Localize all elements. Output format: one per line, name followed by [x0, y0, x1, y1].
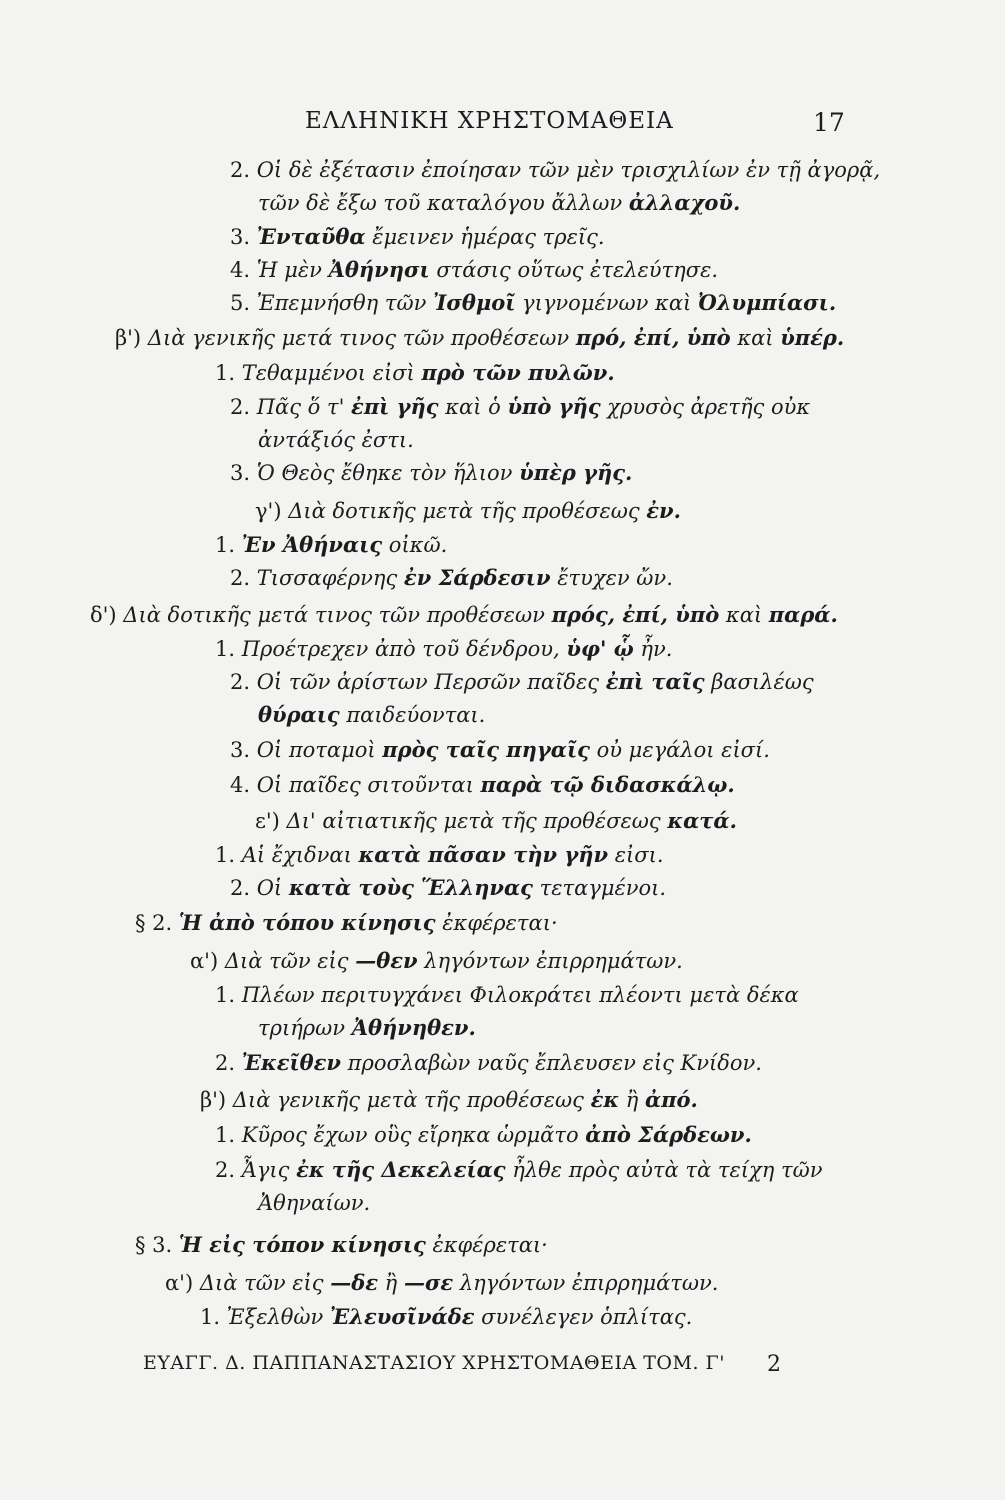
- line-label: 2.: [230, 670, 257, 694]
- line-text: Δι' αἰτιατικῆς μετὰ τῆς προθέσεως: [286, 809, 668, 833]
- emphasized-word: Ἐλευσῖνάδε: [330, 1304, 475, 1329]
- emphasized-word: πρὸς ταῖς πηγαῖς: [382, 737, 590, 762]
- line-label: ε'): [255, 809, 287, 833]
- text-line: [230, 288, 836, 318]
- text-line: [215, 634, 672, 664]
- text-line: [258, 1013, 476, 1043]
- emphasized-word: παρὰ τῷ διδασκάλῳ.: [480, 772, 735, 797]
- emphasized-word: ἐπὶ ταῖς: [605, 669, 705, 694]
- line-text: ἦλθε πρὸς αὐτὰ τὰ τείχη τῶν: [505, 1158, 823, 1182]
- line-text: Οἱ ποταμοὶ: [256, 738, 383, 762]
- line-label: 2.: [215, 1051, 242, 1075]
- text-line: [90, 600, 838, 630]
- text-line: [135, 908, 558, 938]
- emphasized-word: κατὰ πᾶσαν τὴν γῆν: [358, 842, 609, 867]
- emphasized-word: κατὰ τοὺς Ἕλληνας: [288, 875, 533, 900]
- line-text: Αἱ ἔχιδναι: [241, 843, 359, 867]
- line-text: καὶ ὁ: [438, 395, 508, 419]
- text-line: [258, 188, 740, 218]
- line-text: γιγνομένων καὶ: [515, 291, 698, 315]
- text-line: [230, 155, 880, 185]
- text-line: [230, 255, 718, 285]
- text-line: [190, 946, 683, 976]
- text-line: [230, 735, 770, 765]
- line-text: Οἱ δὲ ἐξέτασιν ἐποίησαν τῶν μὲν τρισχιλίων ἐν τῇ ἀγορᾷ,: [256, 158, 881, 182]
- line-label: 3.: [230, 225, 257, 249]
- emphasized-word: Ἰσθμοῖ: [433, 290, 516, 315]
- line-text: προσλαβὼν ναῦς ἔπλευσεν εἰς Κνίδον.: [341, 1051, 762, 1075]
- text-line: [255, 806, 737, 836]
- line-text: τεταγμένοι.: [532, 876, 667, 900]
- line-text: παιδεύονται.: [339, 703, 486, 727]
- line-text: καὶ: [719, 603, 769, 627]
- line-text: Πᾶς ὅ τ': [256, 395, 352, 419]
- line-text: Οἱ: [256, 876, 289, 900]
- text-line: [215, 358, 615, 388]
- line-text: Διὰ γενικῆς μετὰ τῆς προθέσεως: [232, 1088, 591, 1112]
- line-text: βασιλέως: [704, 670, 814, 694]
- line-text: στάσις οὕτως ἐτελεύτησε.: [429, 258, 719, 282]
- text-line: [215, 980, 799, 1010]
- line-label: 2.: [215, 1158, 242, 1182]
- line-label: 2.: [230, 395, 257, 419]
- text-line: [215, 530, 447, 560]
- emphasized-word: πρό, ἐπί, ὑπὸ: [575, 325, 731, 350]
- text-line: [215, 1120, 752, 1150]
- text-line: [200, 1085, 698, 1115]
- line-text: εἰσι.: [608, 843, 664, 867]
- emphasized-word: ἐκ: [590, 1087, 620, 1112]
- line-text: ἦν.: [633, 637, 673, 661]
- line-label: 4.: [230, 258, 257, 282]
- emphasized-word: —θεν: [355, 948, 418, 973]
- footer-text: ΕΥΑΓΓ. Δ. ΠΑΠΠΑΝΑΣΤΑΣΙΟΥ ΧΡΗΣΤΟΜΑΘΕΙΑ ΤΟΜ. Γ': [143, 1352, 725, 1374]
- line-text: Διὰ γενικῆς μετά τινος τῶν προθέσεων: [147, 326, 576, 350]
- emphasized-word: Ἡ εἰς τόπον κίνησις: [178, 1232, 426, 1257]
- signature-mark: 2: [767, 1352, 781, 1377]
- emphasized-word: Ἐκεῖθεν: [241, 1050, 341, 1075]
- text-line: [230, 873, 666, 903]
- line-text: Ἐξελθὼν: [226, 1305, 330, 1329]
- page-number: 17: [813, 108, 845, 137]
- line-text: Κῦρος ἔχων οὓς εἴρηκα ὡρμᾶτο: [241, 1123, 586, 1147]
- line-label: 5.: [230, 291, 257, 315]
- line-text: Ἐπεμνήσθη τῶν: [256, 291, 434, 315]
- emphasized-word: ὑπὲρ γῆς.: [519, 460, 633, 485]
- line-label: 3.: [230, 461, 257, 485]
- emphasized-word: κατά.: [667, 808, 737, 833]
- line-text: Ἡ μὲν: [256, 258, 329, 282]
- text-line: [230, 770, 735, 800]
- line-text: ἐκφέρεται·: [435, 911, 558, 935]
- emphasized-word: ἀπὸ Σάρδεων.: [585, 1122, 752, 1147]
- line-text: Οἱ παῖδες σιτοῦνται: [256, 773, 481, 797]
- line-text: οὐ μεγάλοι εἰσί.: [589, 738, 770, 762]
- emphasized-word: Ἡ ἀπὸ τόπου κίνησις: [178, 910, 436, 935]
- text-line: [230, 222, 605, 252]
- text-line: [115, 323, 844, 353]
- emphasized-word: ἐκ τῆς Δεκελείας: [296, 1157, 506, 1182]
- line-label: γ'): [255, 499, 289, 523]
- line-label: 2.: [230, 158, 257, 182]
- line-text: ἔτυχεν ὤν.: [550, 566, 673, 590]
- line-label: 1.: [215, 983, 242, 1007]
- line-text: Ὁ Θεὸς ἔθηκε τὸν ἥλιον: [256, 461, 520, 485]
- line-text: ἀντάξιός ἐστι.: [258, 428, 414, 452]
- emphasized-word: θύραις: [258, 702, 340, 727]
- emphasized-word: Ἐνταῦθα: [256, 224, 366, 249]
- line-text: οἰκῶ.: [382, 533, 448, 557]
- line-label: 1.: [215, 637, 242, 661]
- running-header: [0, 108, 1005, 148]
- line-text: Διὰ δοτικῆς μετὰ τῆς προθέσεως: [288, 499, 647, 523]
- line-label: 3.: [230, 738, 257, 762]
- text-line: [258, 1188, 370, 1218]
- line-text: ἐκφέρεται·: [425, 1233, 548, 1257]
- emphasized-word: παρά.: [768, 602, 838, 627]
- line-text: συνέλεγεν ὁπλίτας.: [474, 1305, 693, 1329]
- line-text: Τισσαφέρνης: [256, 566, 404, 590]
- text-line: [258, 700, 485, 730]
- line-text: ἢ: [619, 1088, 646, 1112]
- line-label: β'): [115, 326, 148, 350]
- running-title: ΕΛΛΗΝΙΚΗ ΧΡΗΣΤΟΜΑΘΕΙΑ: [305, 108, 674, 134]
- text-line: [230, 563, 673, 593]
- emphasized-word: Ὀλυμπίασι.: [697, 290, 837, 315]
- emphasized-word: ἐπὶ γῆς: [351, 394, 439, 419]
- emphasized-word: Ἀθήνηθεν.: [351, 1015, 476, 1040]
- emphasized-word: ὑπέρ.: [780, 325, 845, 350]
- line-text: καὶ: [730, 326, 781, 350]
- line-label: β'): [200, 1088, 233, 1112]
- text-line: [200, 1302, 692, 1332]
- line-label: § 3.: [135, 1233, 179, 1257]
- line-text: Διὰ δοτικῆς μετά τινος τῶν προθέσεων: [123, 603, 552, 627]
- line-text: Οἱ τῶν ἀρίστων Περσῶν παῖδες: [256, 670, 606, 694]
- line-label: 1.: [215, 361, 242, 385]
- emphasized-word: πρός, ἐπί, ὑπὸ: [551, 602, 720, 627]
- line-label: 1.: [215, 843, 242, 867]
- emphasized-word: Ἐν Ἀθήναις: [241, 532, 383, 557]
- text-line: [135, 1230, 548, 1260]
- emphasized-word: ὑπὸ γῆς: [507, 394, 601, 419]
- line-label: α'): [165, 1271, 200, 1295]
- line-label: δ'): [90, 603, 124, 627]
- line-label: § 2.: [135, 911, 179, 935]
- line-label: 1.: [215, 1123, 242, 1147]
- line-text: Διὰ τῶν εἰς: [199, 1271, 331, 1295]
- emphasized-word: ἀπό.: [645, 1087, 698, 1112]
- line-label: 2.: [230, 566, 257, 590]
- emphasized-word: —σε: [403, 1270, 454, 1295]
- line-text: ἔμεινεν ἡμέρας τρεῖς.: [365, 225, 605, 249]
- emphasized-word: Ἀθήνησι: [328, 257, 430, 282]
- emphasized-word: ἀλλαχοῦ.: [628, 190, 741, 215]
- line-text: Ἆγις: [241, 1158, 297, 1182]
- line-text: ἢ: [378, 1271, 404, 1295]
- line-text: Προέτρεχεν ἀπὸ τοῦ δένδρου,: [241, 637, 567, 661]
- line-label: α'): [190, 949, 225, 973]
- line-text: χρυσὸς ἀρετῆς οὐκ: [600, 395, 811, 419]
- text-line: [255, 496, 681, 526]
- text-line: [215, 840, 664, 870]
- line-label: 1.: [215, 533, 242, 557]
- emphasized-word: ὑφ' ᾧ: [566, 636, 634, 661]
- emphasized-word: ἐν Σάρδεσιν: [403, 565, 551, 590]
- text-line: [165, 1268, 719, 1298]
- emphasized-word: —δε: [330, 1270, 378, 1295]
- line-text: Ἀθηναίων.: [258, 1191, 371, 1215]
- line-text: Τεθαμμένοι εἰσὶ: [241, 361, 422, 385]
- line-label: 4.: [230, 773, 257, 797]
- text-line: [230, 392, 810, 422]
- text-line: [258, 425, 414, 455]
- line-text: τριήρων: [258, 1016, 352, 1040]
- line-text: ληγόντων ἐπιρρημάτων.: [417, 949, 683, 973]
- line-text: ληγόντων ἐπιρρημάτων.: [453, 1271, 719, 1295]
- text-line: [215, 1048, 762, 1078]
- line-label: 1.: [200, 1305, 227, 1329]
- text-line: [230, 667, 814, 697]
- line-label: 2.: [230, 876, 257, 900]
- text-line: [215, 1155, 822, 1185]
- text-line: [230, 458, 632, 488]
- line-text: Διὰ τῶν εἰς: [224, 949, 356, 973]
- line-text: τῶν δὲ ἔξω τοῦ καταλόγου ἄλλων: [258, 191, 629, 215]
- emphasized-word: πρὸ τῶν πυλῶν.: [421, 360, 615, 385]
- emphasized-word: ἐν.: [646, 498, 681, 523]
- line-text: Πλέων περιτυγχάνει Φιλοκράτει πλέοντι μετὰ δέκα: [241, 983, 799, 1007]
